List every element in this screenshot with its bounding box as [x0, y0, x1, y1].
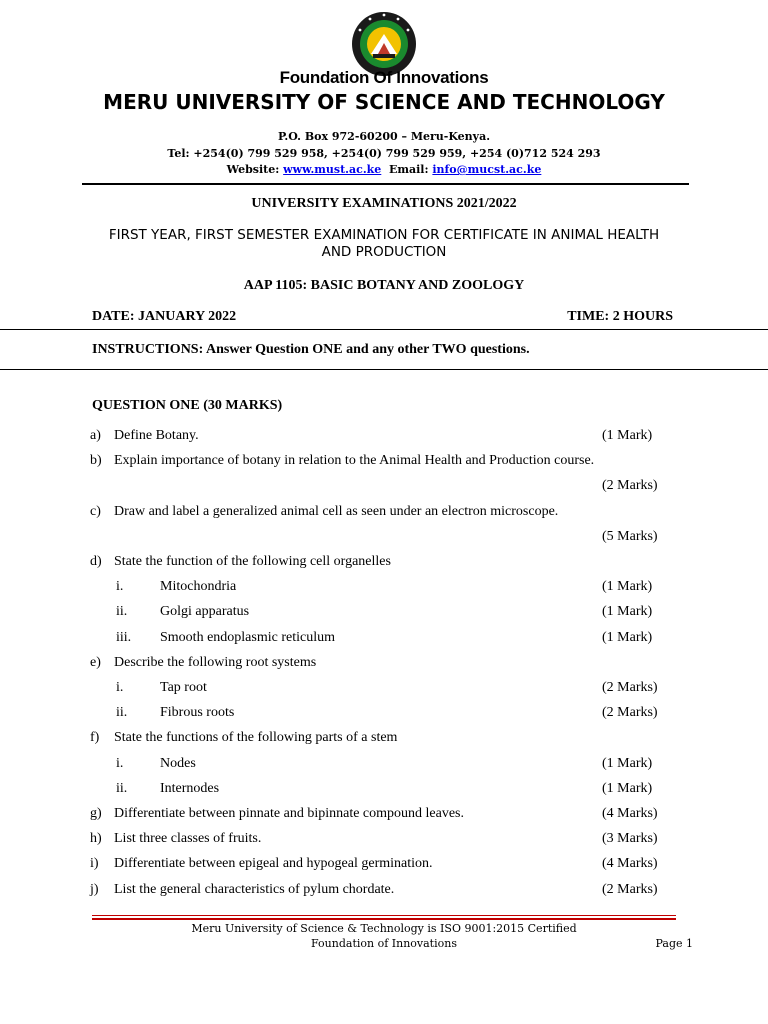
- question-marks: (5 Marks): [602, 528, 658, 544]
- question-item: [90, 856, 670, 874]
- sub-question-item: [90, 604, 670, 622]
- question-marks: (2 Marks): [602, 705, 658, 721]
- question-one-title: QUESTION ONE (30 MARKS): [92, 398, 283, 413]
- question-text: List three classes of fruits.: [114, 831, 262, 847]
- footer-rule-thick: [92, 918, 676, 920]
- question-label: iii.: [116, 629, 132, 645]
- footer-motto: Foundation of Innovations: [311, 937, 457, 950]
- question-text: Differentiate between pinnate and bipinnate compound leaves.: [114, 806, 464, 821]
- question-text: Nodes: [160, 755, 196, 771]
- question-marks: (1 Mark): [602, 604, 653, 620]
- question-label: ii.: [116, 780, 128, 796]
- question-marks: (1 Mark): [602, 629, 653, 645]
- footer-certification: Meru University of Science & Technology is ISO 9001:2015 Certified: [191, 922, 577, 935]
- question-label: j): [90, 881, 99, 897]
- sub-question-item: [90, 680, 670, 698]
- website-label: Website:: [226, 163, 284, 176]
- question-item: [90, 453, 670, 471]
- email-link[interactable]: info@mucst.ac.ke: [432, 163, 542, 176]
- question-text: Draw and label a generalized animal cell as seen under an electron microscope.: [114, 503, 559, 519]
- header-divider: [82, 183, 689, 185]
- question-marks: (1 Mark): [602, 579, 653, 595]
- question-label: ii.: [116, 604, 128, 620]
- postal-address: P.O. Box 972-60200 – Meru-Kenya.: [277, 130, 491, 143]
- question-item: [90, 730, 670, 748]
- question-label: g): [90, 806, 102, 821]
- question-text: Tap root: [160, 680, 207, 695]
- exam-time: TIME: 2 HOURS: [567, 309, 673, 324]
- question-label: e): [90, 654, 101, 670]
- exam-date: DATE: JANUARY 2022: [92, 309, 237, 324]
- instructions-bottom-rule: [0, 369, 768, 370]
- question-text: Explain importance of botany in relation to the Animal Health and Production course.: [114, 453, 595, 469]
- exam-session: UNIVERSITY EXAMINATIONS 2021/2022: [251, 196, 517, 211]
- question-item: [90, 831, 670, 849]
- exam-subtitle: FIRST YEAR, FIRST SEMESTER EXAMINATION FOR CERTIFICATE IN ANIMAL HEALTH AND PRODUCTION: [108, 227, 660, 260]
- question-label: ii.: [116, 705, 128, 721]
- university-motto: Foundation Of Innovations: [279, 68, 489, 87]
- question-label: h): [90, 831, 102, 847]
- sub-question-item: [90, 705, 670, 723]
- question-text: State the function of the following cell organelles: [114, 554, 391, 569]
- question-item: [90, 882, 670, 900]
- question-marks: (4 Marks): [602, 856, 658, 872]
- sub-question-item: [90, 630, 670, 648]
- question-text: Mitochondria: [160, 579, 237, 595]
- question-marks: (1 Mark): [602, 428, 653, 443]
- question-item: [90, 428, 670, 446]
- course-title: AAP 1105: BASIC BOTANY AND ZOOLOGY: [243, 278, 525, 293]
- question-text: Differentiate between epigeal and hypogeal germination.: [114, 856, 433, 872]
- question-text: Define Botany.: [114, 428, 199, 443]
- sub-question-item: [90, 579, 670, 597]
- question-text: Internodes: [160, 780, 220, 796]
- exam-instructions: INSTRUCTIONS: Answer Question ONE and any other TWO questions.: [92, 342, 530, 357]
- instructions-top-rule: [0, 329, 768, 330]
- question-label: d): [90, 554, 102, 569]
- question-text: Describe the following root systems: [114, 654, 317, 670]
- telephone-numbers: Tel: +254(0) 799 529 958, +254(0) 799 529 959, +254 (0)712 524 293: [167, 147, 601, 160]
- question-item: [90, 529, 670, 547]
- question-item: [90, 504, 670, 522]
- question-marks: (4 Marks): [602, 806, 658, 821]
- footer-rule-thin: [92, 915, 676, 916]
- university-name: MERU UNIVERSITY OF SCIENCE AND TECHNOLOGY: [103, 90, 665, 114]
- question-label: a): [90, 428, 101, 443]
- question-marks: (1 Mark): [602, 780, 653, 796]
- question-marks: (2 Marks): [602, 881, 658, 897]
- question-marks: (2 Marks): [602, 680, 658, 695]
- question-label: i): [90, 856, 99, 872]
- question-marks: (1 Mark): [602, 755, 653, 771]
- question-label: c): [90, 503, 101, 519]
- web-contacts: [0, 163, 768, 176]
- question-item: [90, 806, 670, 824]
- website-link[interactable]: www.must.ac.ke: [283, 163, 382, 176]
- question-text: State the functions of the following parts of a stem: [114, 730, 398, 746]
- question-label: i.: [116, 680, 124, 695]
- question-label: i.: [116, 579, 124, 595]
- question-item: [90, 478, 670, 496]
- question-text: Golgi apparatus: [160, 604, 250, 620]
- question-text: Fibrous roots: [160, 705, 235, 721]
- question-marks: (2 Marks): [602, 478, 658, 494]
- question-text: List the general characteristics of pylum chordate.: [114, 881, 395, 897]
- sub-question-item: [90, 756, 670, 774]
- question-marks: (3 Marks): [602, 831, 658, 847]
- question-item: [90, 655, 670, 673]
- question-text: Smooth endoplasmic reticulum: [160, 629, 335, 645]
- question-label: b): [90, 453, 102, 469]
- question-item: [90, 554, 670, 572]
- email-label: Email:: [388, 163, 433, 176]
- sub-question-item: [90, 781, 670, 799]
- question-label: i.: [116, 755, 124, 771]
- page-number: Page 1: [655, 937, 693, 950]
- question-label: f): [90, 730, 100, 746]
